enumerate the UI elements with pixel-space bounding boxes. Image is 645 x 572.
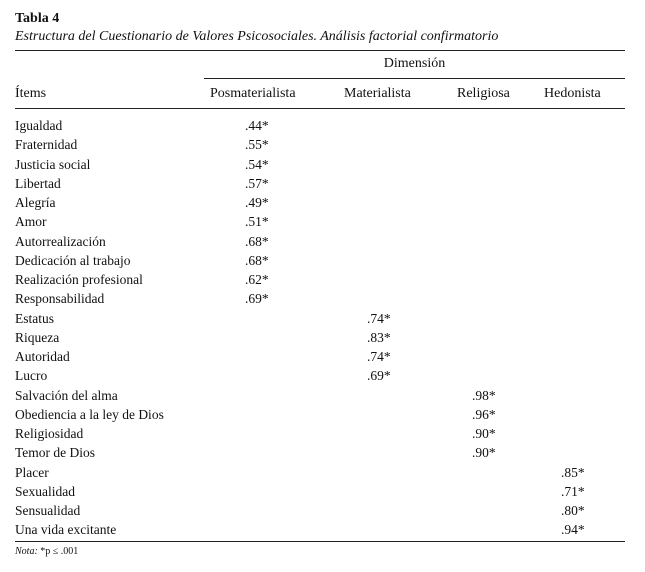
table-row xyxy=(0,137,645,156)
column-header-posmaterialista: Posmaterialista xyxy=(210,86,296,101)
loading-value: .83* xyxy=(367,329,391,345)
table-row xyxy=(0,214,645,233)
row-item-label: Religiosidad xyxy=(15,426,84,441)
dimension-header: Dimensión xyxy=(383,56,446,71)
loading-value: .90* xyxy=(472,426,496,441)
loading-value: .96* xyxy=(472,406,496,422)
row-item-label: Sexualidad xyxy=(15,483,75,499)
loading-value: .94* xyxy=(561,522,585,538)
table-row xyxy=(0,484,645,503)
row-item-label: Fraternidad xyxy=(15,137,78,153)
loading-value: .49* xyxy=(245,195,269,210)
row-item-label: Salvación del alma xyxy=(15,387,118,403)
row-item-label: Realización profesional xyxy=(15,272,143,287)
table-row xyxy=(0,349,645,368)
row-item-label: Igualdad xyxy=(15,118,63,133)
loading-value: .62* xyxy=(245,272,269,287)
note-text: *p ≤ .001 xyxy=(40,546,79,557)
table-row xyxy=(0,445,645,464)
table-row xyxy=(0,426,645,445)
loading-value: .98* xyxy=(472,387,496,403)
loading-value: .55* xyxy=(245,137,269,153)
row-item-label: Estatus xyxy=(15,310,54,326)
row-item-label: Temor de Dios xyxy=(15,445,96,461)
row-item-label: Lucro xyxy=(15,368,48,384)
loading-value: .57* xyxy=(245,175,269,191)
table-row xyxy=(0,157,645,176)
loading-value: .44* xyxy=(245,118,269,133)
loading-value: .51* xyxy=(245,214,269,230)
row-item-label: Amor xyxy=(15,214,47,230)
row-item-label: Alegría xyxy=(15,195,56,210)
row-item-label: Riqueza xyxy=(15,329,60,345)
column-header-items: Ítems xyxy=(15,86,47,101)
note-label: Nota: xyxy=(15,546,38,557)
column-header-hedonista: Hedonista xyxy=(544,86,601,101)
table-row xyxy=(0,176,645,195)
row-item-label: Sensualidad xyxy=(15,503,81,518)
table-row xyxy=(0,465,645,484)
table-number: Tabla 4 xyxy=(15,11,60,26)
loading-value: .71* xyxy=(561,483,585,499)
row-item-label: Dedicación al trabajo xyxy=(15,252,131,268)
table-row xyxy=(0,503,645,522)
loading-value: .74* xyxy=(367,349,391,364)
table-row xyxy=(0,118,645,137)
table-row xyxy=(0,311,645,330)
table-row xyxy=(0,388,645,407)
loading-value: .80* xyxy=(561,503,585,518)
bottom-rule xyxy=(15,541,625,542)
header-rule xyxy=(15,108,625,109)
loading-value: .69* xyxy=(367,368,391,384)
table-row xyxy=(0,253,645,272)
table-row xyxy=(0,522,645,541)
table-row xyxy=(0,407,645,426)
table-row xyxy=(0,234,645,253)
column-header-materialista: Materialista xyxy=(344,86,411,101)
row-item-label: Obediencia a la ley de Dios xyxy=(15,406,164,422)
loading-value: .69* xyxy=(245,291,269,307)
row-item-label: Autoridad xyxy=(15,349,70,364)
loading-value: .85* xyxy=(561,464,585,480)
table-row xyxy=(0,368,645,387)
dimension-rule xyxy=(204,78,625,79)
row-item-label: Placer xyxy=(15,464,49,480)
table-body xyxy=(0,118,645,542)
column-header-religiosa: Religiosa xyxy=(457,86,510,101)
top-rule xyxy=(15,50,625,51)
table-row xyxy=(0,330,645,349)
row-item-label: Una vida excitante xyxy=(15,522,117,538)
loading-value: .54* xyxy=(245,156,269,172)
row-item-label: Libertad xyxy=(15,175,61,191)
row-item-label: Responsabilidad xyxy=(15,291,105,307)
loading-value: .68* xyxy=(245,233,269,249)
table-note xyxy=(15,546,78,557)
row-item-label: Justicia social xyxy=(15,156,91,172)
table-row xyxy=(0,195,645,214)
loading-value: .74* xyxy=(367,310,391,326)
row-item-label: Autorrealización xyxy=(15,233,106,249)
table-row xyxy=(0,291,645,310)
loading-value: .90* xyxy=(472,445,496,461)
table-caption: Estructura del Cuestionario de Valores Psicosociales. Análisis factorial confirmatorio xyxy=(15,29,499,44)
table-row xyxy=(0,272,645,291)
loading-value: .68* xyxy=(245,252,269,268)
